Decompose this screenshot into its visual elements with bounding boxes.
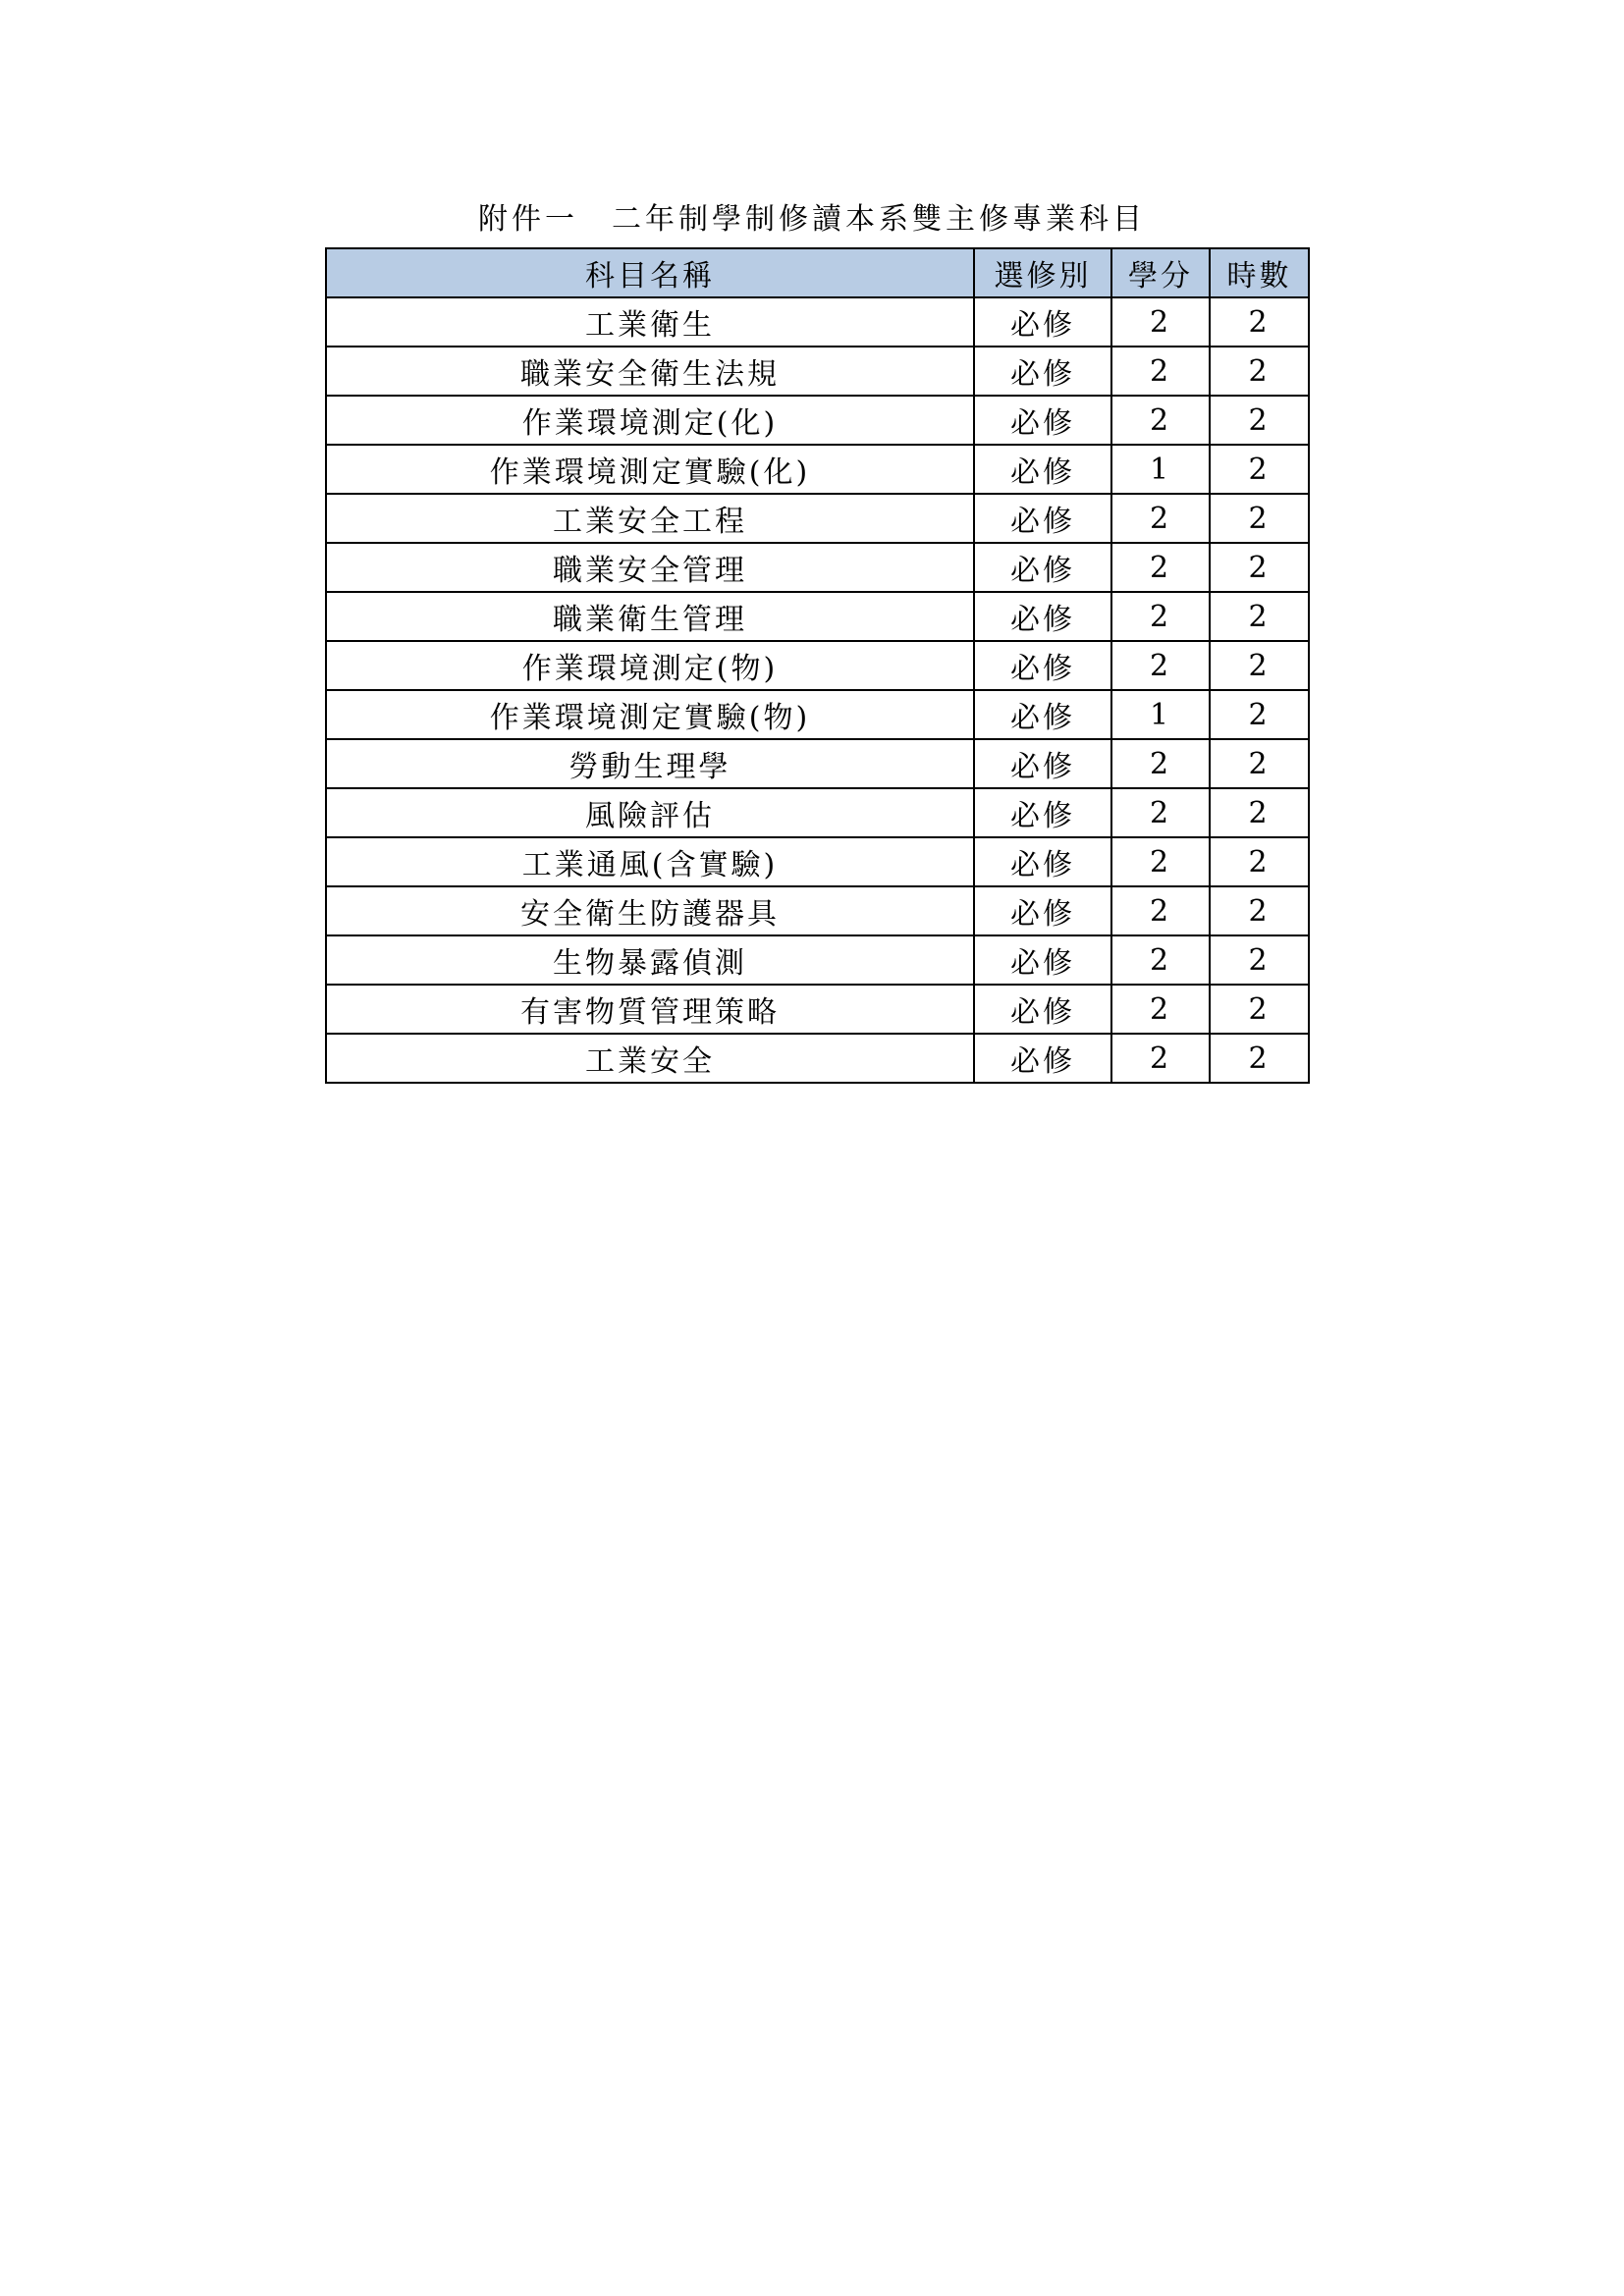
header-hours: 時數 xyxy=(1210,248,1309,297)
hours-cell: 2 xyxy=(1210,396,1309,445)
table-row xyxy=(326,690,1309,739)
table-row xyxy=(326,641,1309,690)
course-type-cell: 必修 xyxy=(974,985,1111,1034)
course-name-cell: 作業環境測定(化) xyxy=(326,396,974,445)
credits-cell: 2 xyxy=(1111,592,1210,641)
course-type-cell: 必修 xyxy=(974,886,1111,935)
course-type-cell: 必修 xyxy=(974,396,1111,445)
course-name-cell: 職業安全管理 xyxy=(326,543,974,592)
table-row xyxy=(326,445,1309,494)
credits-cell: 1 xyxy=(1111,445,1210,494)
course-type-cell: 必修 xyxy=(974,837,1111,886)
course-type-cell: 必修 xyxy=(974,543,1111,592)
hours-cell: 2 xyxy=(1210,837,1309,886)
hours-cell: 2 xyxy=(1210,690,1309,739)
credits-cell: 2 xyxy=(1111,788,1210,837)
hours-cell: 2 xyxy=(1210,445,1309,494)
course-name-cell: 作業環境測定(物) xyxy=(326,641,974,690)
course-name-cell: 風險評估 xyxy=(326,788,974,837)
hours-cell: 2 xyxy=(1210,297,1309,347)
hours-cell: 2 xyxy=(1210,347,1309,396)
credits-cell: 2 xyxy=(1111,837,1210,886)
table-row xyxy=(326,1034,1309,1083)
hours-cell: 2 xyxy=(1210,886,1309,935)
table-row xyxy=(326,886,1309,935)
table-row xyxy=(326,396,1309,445)
table-row xyxy=(326,592,1309,641)
course-name-cell: 作業環境測定實驗(物) xyxy=(326,690,974,739)
credits-cell: 2 xyxy=(1111,543,1210,592)
table-header-row xyxy=(326,248,1309,297)
course-name-cell: 職業安全衛生法規 xyxy=(326,347,974,396)
course-name-cell: 生物暴露偵測 xyxy=(326,935,974,985)
table-row xyxy=(326,837,1309,886)
credits-cell: 2 xyxy=(1111,494,1210,543)
table-row xyxy=(326,935,1309,985)
credits-cell: 2 xyxy=(1111,641,1210,690)
header-course-type: 選修別 xyxy=(974,248,1111,297)
course-type-cell: 必修 xyxy=(974,297,1111,347)
credits-cell: 2 xyxy=(1111,935,1210,985)
credits-cell: 2 xyxy=(1111,297,1210,347)
credits-cell: 2 xyxy=(1111,347,1210,396)
header-course-name: 科目名稱 xyxy=(326,248,974,297)
credits-cell: 2 xyxy=(1111,396,1210,445)
course-type-cell: 必修 xyxy=(974,347,1111,396)
course-name-cell: 勞動生理學 xyxy=(326,739,974,788)
course-name-cell: 作業環境測定實驗(化) xyxy=(326,445,974,494)
hours-cell: 2 xyxy=(1210,985,1309,1034)
course-name-cell: 安全衛生防護器具 xyxy=(326,886,974,935)
table-row xyxy=(326,739,1309,788)
credits-cell: 2 xyxy=(1111,886,1210,935)
hours-cell: 2 xyxy=(1210,494,1309,543)
hours-cell: 2 xyxy=(1210,935,1309,985)
hours-cell: 2 xyxy=(1210,543,1309,592)
course-name-cell: 職業衛生管理 xyxy=(326,592,974,641)
hours-cell: 2 xyxy=(1210,1034,1309,1083)
course-name-cell: 工業通風(含實驗) xyxy=(326,837,974,886)
course-name-cell: 有害物質管理策略 xyxy=(326,985,974,1034)
course-name-cell: 工業衛生 xyxy=(326,297,974,347)
credits-cell: 2 xyxy=(1111,985,1210,1034)
table-row xyxy=(326,494,1309,543)
table-row xyxy=(326,985,1309,1034)
page-title: 附件一 二年制學制修讀本系雙主修專業科目 xyxy=(478,202,1146,237)
table-row xyxy=(326,543,1309,592)
table-row xyxy=(326,297,1309,347)
hours-cell: 2 xyxy=(1210,788,1309,837)
course-type-cell: 必修 xyxy=(974,690,1111,739)
hours-cell: 2 xyxy=(1210,641,1309,690)
course-type-cell: 必修 xyxy=(974,739,1111,788)
course-type-cell: 必修 xyxy=(974,445,1111,494)
course-type-cell: 必修 xyxy=(974,641,1111,690)
credits-cell: 2 xyxy=(1111,1034,1210,1083)
header-credits: 學分 xyxy=(1111,248,1210,297)
credits-cell: 2 xyxy=(1111,739,1210,788)
table-row xyxy=(326,788,1309,837)
course-type-cell: 必修 xyxy=(974,494,1111,543)
course-name-cell: 工業安全 xyxy=(326,1034,974,1083)
course-type-cell: 必修 xyxy=(974,788,1111,837)
credits-cell: 1 xyxy=(1111,690,1210,739)
hours-cell: 2 xyxy=(1210,739,1309,788)
course-type-cell: 必修 xyxy=(974,935,1111,985)
course-table xyxy=(325,247,1310,1084)
table-row xyxy=(326,347,1309,396)
course-name-cell: 工業安全工程 xyxy=(326,494,974,543)
hours-cell: 2 xyxy=(1210,592,1309,641)
course-type-cell: 必修 xyxy=(974,1034,1111,1083)
course-type-cell: 必修 xyxy=(974,592,1111,641)
